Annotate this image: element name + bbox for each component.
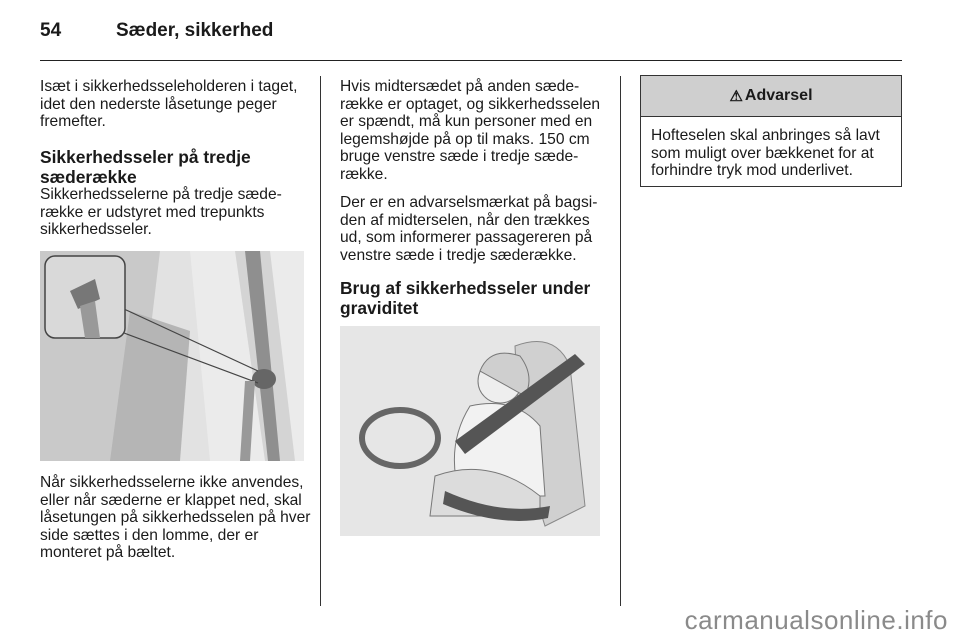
pregnancy-illustration xyxy=(340,326,600,536)
page-number: 54 xyxy=(40,20,62,41)
middle-seat-paragraph: Hvis midtersædet på anden sæderække er optaget, og sikkerhedsselen er spændt, må kun personer med en legemshøjde på op til maks. 150 cm bruge venstre sæde i tredje sæderække. xyxy=(340,78,601,183)
header-rule xyxy=(40,60,902,61)
section-heading-third-row: Sikkerhedsseler på tredje sæderække xyxy=(40,147,251,187)
stowage-paragraph: Når sikkerhedsselerne ikke anvendes, eller når sæderne er klappet ned, skal låsetungen på sikkerhedsselen på hver side sættes i den lomme, der er monteret på bæltet. xyxy=(40,474,311,562)
warning-label-paragraph: Der er en advarselsmærkat på bagsiden af midterselen, når den trækkes ud, som informerer passagereren på venstre sæde i tredje sæderække. xyxy=(340,194,598,264)
seatbelt-illustration xyxy=(40,251,304,461)
warning-header xyxy=(641,76,901,117)
page-title: Sæder, sikkerhed xyxy=(116,20,274,41)
warning-title: Advarsel xyxy=(744,87,813,104)
third-row-paragraph: Sikkerhedsselerne på tredje sæderække er udstyret med trepunkts sikkerhedsseler. xyxy=(40,186,282,239)
column-divider-1 xyxy=(320,76,321,606)
section-heading-pregnancy: Brug af sikkerhedsseler under graviditet xyxy=(340,278,591,318)
column-divider-2 xyxy=(620,76,621,606)
intro-paragraph: Isæt i sikkerhedsseleholderen i taget, idet den nederste låsetunge peger fremefter. xyxy=(40,78,298,131)
warning-triangle-icon: ⚠ xyxy=(729,88,743,105)
warning-box xyxy=(640,75,902,187)
warning-text: Hofteselen skal anbringes så lavt som muligt over bækkenet for at forhindre tryk mod underlivet. xyxy=(651,127,880,180)
watermark: carmanualsonline.info xyxy=(684,605,948,635)
